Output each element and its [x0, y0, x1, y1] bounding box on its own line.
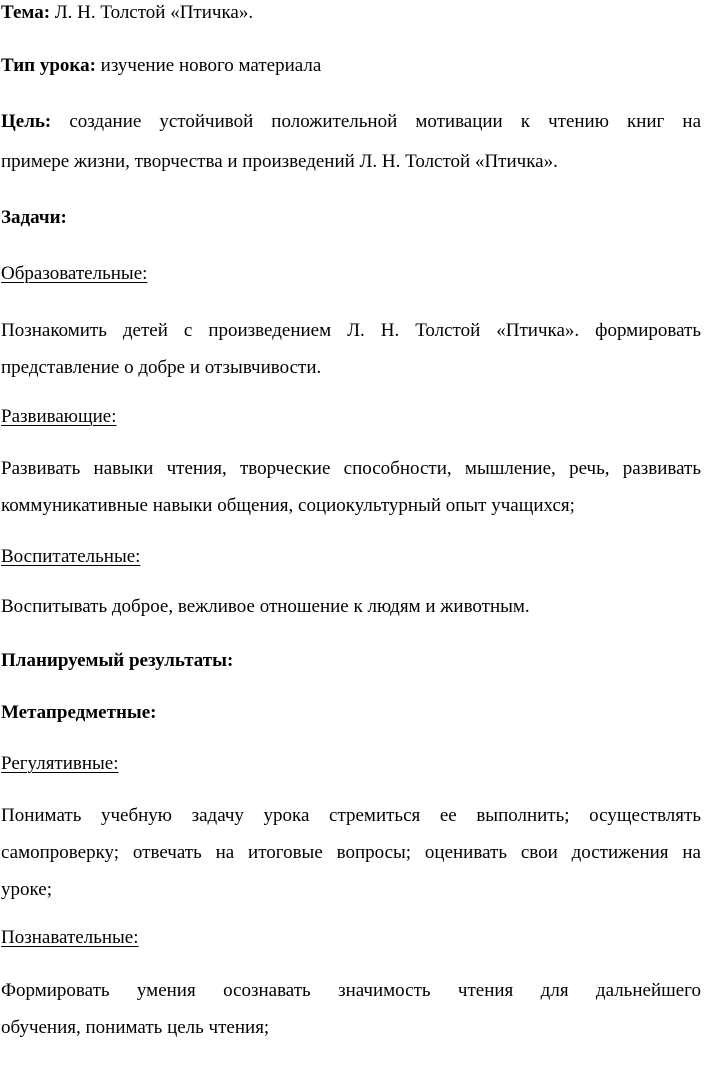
metasubject-heading: Метапредметные: — [1, 702, 157, 723]
goal-text-1: создание устойчивой положительной мотивации к чтению книг на — [69, 111, 701, 132]
developing-line-1: Развивать навыки чтения, творческие способности, мышление, речь, развивать — [1, 458, 701, 479]
goal-line-2: примере жизни, творчества и произведений Л. Н. Толстой «Птичка». — [1, 151, 558, 172]
results-heading: Планируемый результаты: — [1, 650, 234, 671]
theme-value: Л. Н. Толстой «Птичка». — [50, 2, 254, 23]
cognitive-heading: Познавательные: — [1, 927, 139, 948]
theme-label: Тема: — [1, 2, 51, 23]
upbringing-line-1: Воспитывать доброе, вежливое отношение к людям и животным. — [1, 596, 530, 617]
developing-line-2: коммуникативные навыки общения, социокультурный опыт учащихся; — [1, 495, 575, 516]
regulatory-line-1: Понимать учебную задачу урока стремиться ее выполнить; осуществлять — [1, 805, 701, 826]
goal-label: Цель: — [1, 111, 52, 132]
goal-line-1 — [1, 111, 701, 133]
tasks-heading: Задачи: — [1, 207, 67, 228]
cognitive-line-1: Формировать умения осознавать значимость чтения для дальнейшего — [1, 980, 701, 1001]
educational-heading: Образовательные: — [1, 263, 148, 284]
cognitive-line-2: обучения, понимать цель чтения; — [1, 1017, 270, 1038]
regulatory-line-3: уроке; — [1, 879, 52, 900]
developing-heading: Развивающие: — [1, 406, 117, 427]
lesson-type-value: изучение нового материала — [95, 55, 322, 76]
regulatory-heading: Регулятивные: — [1, 753, 119, 774]
upbringing-heading: Воспитательные: — [1, 546, 141, 567]
lesson-type-line — [1, 55, 701, 77]
educational-line-1: Познакомить детей с произведением Л. Н. Толстой «Птичка». формировать — [1, 320, 701, 341]
theme-line — [1, 2, 701, 24]
lesson-type-label: Тип урока: — [1, 55, 96, 76]
educational-line-2: представление о добре и отзывчивости. — [1, 357, 322, 378]
regulatory-line-2: самопроверку; отвечать на итоговые вопросы; оценивать свои достижения на — [1, 842, 701, 863]
